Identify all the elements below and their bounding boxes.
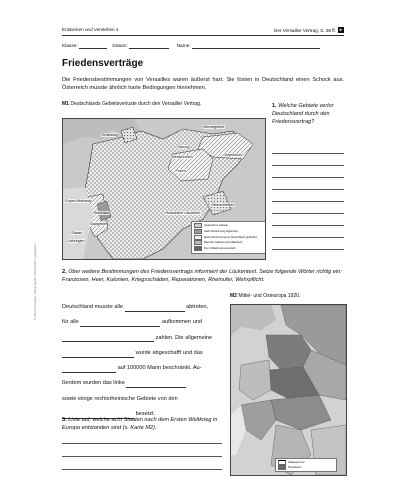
- map-germany-losses: [62, 118, 266, 260]
- header-book-title: Entdecken und Verstehen 4: [62, 27, 119, 32]
- answer-line[interactable]: [62, 456, 222, 457]
- cloze-blank[interactable]: [80, 321, 160, 327]
- legend-item: Dem Völkerbund unterstellt: [194, 246, 266, 252]
- intro-text: Die Friedensbestimmungen von Versailles waren äußerst hart. Sie lösten in Deutschland einen Schock aus. Österreich musste ähnlich harte Bedingungen hinnehmen.: [62, 77, 344, 91]
- cloze-blank[interactable]: [125, 306, 185, 312]
- header-chapter: Der Versailler Vertrag, S. 38 ff.: [274, 27, 336, 33]
- label-posen: Posen: [175, 169, 186, 173]
- map2-caption-text: Mittel- und Osteuropa 1920.: [238, 293, 301, 299]
- label-westpreussen: Westpreußen: [171, 155, 194, 159]
- label-lothringen: Lothringen: [67, 239, 85, 243]
- task-2: [62, 268, 344, 284]
- header-right: [274, 27, 344, 33]
- legend-item: Durch Abstimmung bei Deutschland geblieben: [194, 235, 266, 241]
- answer-line[interactable]: [272, 213, 344, 214]
- task-3-number: 3.: [62, 417, 67, 423]
- label-elsass: Elsass: [71, 231, 83, 235]
- legend-item: Abgetretene Gebiete: [194, 223, 266, 229]
- copyright-note: © 2013 Cornelsen Verlag, Berlin. Alle Rechte vorbehalten.: [33, 242, 37, 320]
- datum-field[interactable]: [129, 43, 169, 49]
- page-title: Friedensverträge: [62, 58, 144, 69]
- label-danzig: Danzig: [177, 145, 189, 149]
- map2-caption: [230, 293, 300, 299]
- cloze-text: Deutschland musste alle abtreten, für alle aufkommen und zahlen. Die allgemeine wurde abgeschafft und das auf 100000 Mann beschränkt. Au- ßerdem wurden das linke sowie einige rechtsrheinische Gebiete von den besetzt.: [62, 304, 213, 418]
- map2-graphic: [231, 305, 346, 475]
- cloze-blank[interactable]: [62, 367, 116, 373]
- task-2-text: Über weitere Bestimmungen des Friedensvertrags informiert der Lückentext. Setze folgende Wörter richtig ein: Franzosen, Heer, Kolonien, Kriegsschäden, Reparationen, Rheinufer, Wehrpflicht.: [62, 269, 342, 283]
- map-central-eastern-europe: [230, 304, 347, 476]
- answer-line[interactable]: [272, 249, 344, 250]
- label-schleswig: Schleswig: [101, 133, 118, 137]
- legend-item: Besetzte Gebiete (entmilitarisiert): [194, 240, 266, 246]
- answer-line[interactable]: [62, 443, 222, 444]
- answer-line[interactable]: [272, 225, 344, 226]
- task-1: [272, 102, 344, 126]
- klasse-label: Klasse:: [62, 44, 78, 49]
- header-divider: [62, 35, 344, 36]
- klasse-field[interactable]: [79, 43, 107, 49]
- answer-line[interactable]: [62, 469, 222, 470]
- answer-line[interactable]: [272, 177, 344, 178]
- map1-caption: [62, 101, 201, 107]
- name-label: Name:: [176, 44, 191, 49]
- label-eupen-malmedy: Eupen-Malmedy: [65, 199, 92, 203]
- answer-line[interactable]: [272, 153, 344, 154]
- map2-caption-num: M2: [230, 293, 237, 299]
- answer-line[interactable]: [272, 237, 344, 238]
- label-memelgebiet: Memelgebiet: [203, 125, 225, 129]
- cloze-blank[interactable]: [126, 382, 186, 388]
- task-1-number: 1.: [272, 103, 277, 109]
- legend-item: Staatsgrenzen: [278, 460, 334, 465]
- name-field[interactable]: [192, 43, 320, 49]
- label-ostpreussen: Ostpreußen: [223, 153, 243, 157]
- map2-legend: [275, 458, 337, 472]
- page-header: [62, 27, 344, 32]
- meta-fields: [62, 43, 320, 49]
- map1-caption-text: Deutschlands Gebietsverluste durch den Versailler Vertrag.: [70, 101, 202, 107]
- task-1-text: Welche Gebiete verlor Deutschland durch den Friedensvertrag?: [272, 103, 334, 125]
- answer-line[interactable]: [272, 165, 344, 166]
- answer-line[interactable]: [272, 189, 344, 190]
- datum-label: Datum:: [112, 44, 128, 49]
- legend-item: Neustaaten: [278, 465, 334, 470]
- arrow-right-icon: ►: [339, 27, 343, 32]
- label-hultschiner-laendchen: Hultschiner Ländchen: [165, 211, 201, 215]
- cloze-blank[interactable]: [62, 352, 134, 358]
- task-3: [62, 416, 222, 432]
- label-saargebiet: Saargebiet: [89, 222, 107, 226]
- legend-item: Nach Abstimmung abgetreten: [194, 229, 266, 235]
- answer-line[interactable]: [272, 201, 344, 202]
- map1-caption-num: M1: [62, 101, 69, 107]
- map1-legend: [191, 221, 266, 254]
- task-3-text: Liste auf, welche acht Staaten nach dem Ersten Weltkrieg in Europa entstanden sind (s. Karte M2).: [62, 417, 218, 431]
- label-oberschlesien: Oberschlesien: [211, 203, 235, 207]
- task-2-number: 2.: [62, 269, 67, 275]
- label-rheinland: Rheinland: [93, 211, 110, 215]
- cloze-blank[interactable]: [62, 336, 154, 342]
